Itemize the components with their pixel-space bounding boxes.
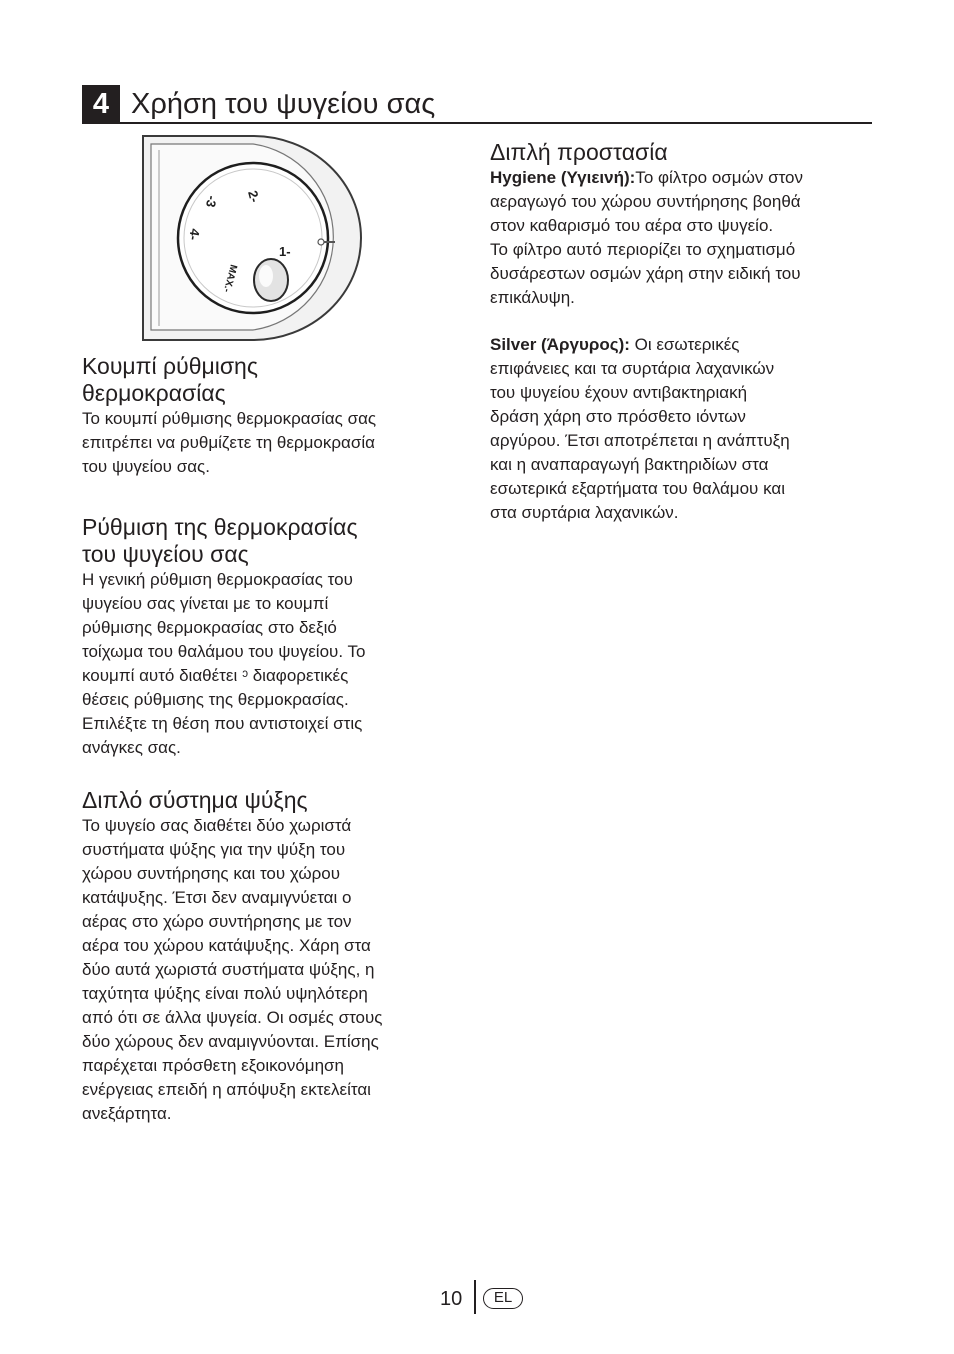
section-heading: Διπλή προστασία (490, 139, 668, 165)
hygiene-text: Το φίλτρο οσμών στον αεραγωγό του χώρου συντήρησης βοηθά στον καθαρισμό του αέρα στο ψυγείο. Το φίλτρο αυτό περιορίζει το σχηματισμό δυσάρεστων οσμών χάρη στην ειδική του επικάλυψη. (490, 168, 804, 307)
chapter-title: Χρήση του ψυγείου σας (131, 88, 436, 120)
section-body: Το ψυγείο σας διαθέτει δύο χωριστά συστήματα ψύξης για την ψύξη του χώρου συντήρησης και του χώρου κατάψυξης. Έτσι δεν αναμιγνύεται ο αέρας στο χώρο συντήρησης με τον αέρα του χώρου κατάψυξης. Χάρη στα δύο αυτά χωριστά συστήματα ψύξης, η ταχύτητα ψύξης είναι πολύ υψηλότερη από ότι σε άλλα ψυγεία. Οι οσμές στους δύο χώρους δεν αναμιγνύονται. Επίσης παρέχεται πρόσθετη εξοικονόμηση ενέργειας επειδή η απόψυξη εκτελείται ανεξάρτητα. (82, 816, 383, 1123)
language-badge: EL (483, 1288, 523, 1309)
dial-mark-4: 4- (186, 227, 203, 242)
dial-mark-3: -3 (203, 194, 220, 209)
section-temperature-setting (82, 514, 462, 760)
thermostat-dial-illustration (133, 132, 373, 344)
section-body: Η γενική ρύθμιση θερμοκρασίας του ψυγείου σας γίνεται με το κουμπί ρύθμισης θερμοκρασίας στο δεξιό τοίχωμα του θαλάμου του ψυγείου. Το κουμπί αυτό διαθέτει ᵓ διαφορετικές θέσεις ρύθμισης της θερμοκρασίας. Επιλέξτε τη θέση που αντιστοιχεί στις ανάγκες σας. (82, 570, 366, 757)
dial-mark-1: 1- (279, 244, 291, 259)
dial-mark-2: 2- (245, 188, 263, 204)
section-heading: Ρύθμιση της θερμοκρασίας του ψυγείου σας (82, 514, 358, 567)
section-body: Το κουμπί ρύθμισης θερμοκρασίας σας επιτρέπει να ρυθμίζετε τη θερμοκρασία του ψυγείου σας. (82, 409, 377, 476)
section-dual-protection (490, 139, 880, 525)
footer-divider (474, 1280, 476, 1314)
section-heading: Κουμπί ρύθμισης θερμοκρασίας (82, 353, 258, 406)
hygiene-label: Hygiene (Υγιεινή): (490, 168, 636, 187)
hygiene-paragraph (490, 166, 880, 310)
section-dual-cooling (82, 787, 462, 1126)
section-heading: Διπλό σύστημα ψύξης (82, 787, 308, 813)
dial-mark-max: MAX.- (220, 263, 239, 294)
chapter-number: 4 (82, 85, 120, 123)
chapter-divider (82, 122, 872, 124)
page-number: 10 (440, 1288, 463, 1310)
section-temperature-knob (82, 353, 462, 479)
silver-label: Silver (Άργυρος): (490, 335, 630, 354)
silver-paragraph (490, 333, 880, 525)
silver-text: Οι εσωτερικές επιφάνειες και τα συρτάρια λαχανικών του ψυγείου έχουν αντιβακτηριακή δράση χάρη στο πρόσθετο ιόντων αργύρου. Έτσι αποτρέπεται η ανάπτυξη και η αναπαραγωγή βακτηριδίων στα εσωτερικά εξαρτήματα του θαλάμου και στα συρτάρια λαχανικών. (490, 335, 790, 522)
